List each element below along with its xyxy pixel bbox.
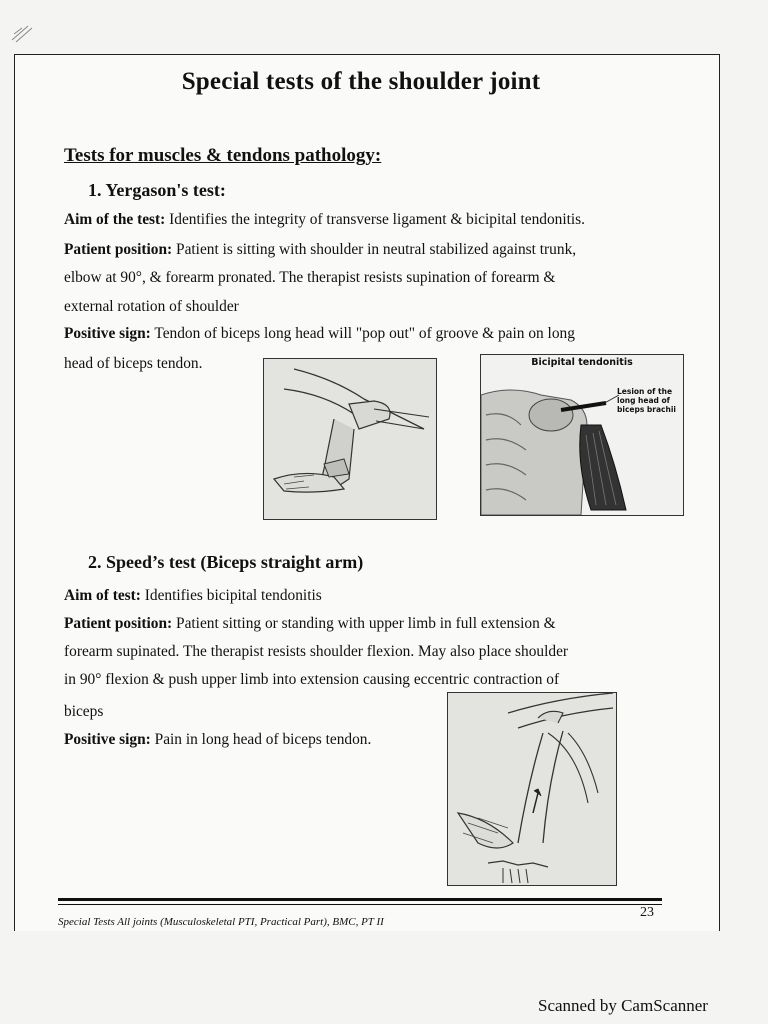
- test-2-position-cont: forearm supinated. The therapist resists shoulder flexion. May also place shoulder: [64, 643, 569, 660]
- section-heading: Tests for muscles & tendons pathology:: [64, 145, 382, 166]
- test-2-position-cont: in 90° flexion & push upper limb into extension causing eccentric contraction of: [64, 671, 560, 688]
- test-1-position-cont: elbow at 90°, & forearm pronated. The therapist resists supination of forearm &: [64, 269, 556, 286]
- page-title: Special tests of the shoulder joint: [181, 68, 541, 95]
- yergason-test-illustration: [263, 358, 437, 520]
- speeds-test-illustration: [447, 692, 617, 886]
- footer-rule: [58, 898, 662, 901]
- test-2-position: Patient position: Patient sitting or standing with upper limb in full extension &: [64, 615, 556, 632]
- anatomy-bicipital-tendonitis-figure: [480, 354, 684, 516]
- test-2-position-cont: biceps: [64, 703, 104, 720]
- test-1-aim: Aim of the test: Identifies the integrity of transverse ligament & bicipital tendonitis.: [64, 211, 586, 228]
- test-1-heading: 1. Yergason's test:: [88, 180, 226, 200]
- test-1-positive: Positive sign: Tendon of biceps long head will "pop out" of groove & pain on long: [64, 325, 575, 342]
- test-1-position-cont: external rotation of shoulder: [64, 298, 239, 315]
- test-2-heading: 2. Speed’s test (Biceps straight arm): [88, 552, 364, 572]
- test-2-aim: Aim of test: Identifies bicipital tendonitis: [64, 587, 322, 604]
- page-number: 23: [640, 905, 654, 920]
- anatomy-callout: Lesion of the long head of biceps brachii: [617, 387, 676, 414]
- test-2-positive: Positive sign: Pain in long head of biceps tendon.: [64, 731, 372, 748]
- anatomy-title: Bicipital tendonitis: [531, 357, 633, 368]
- footer-text: Special Tests All joints (Musculoskeletal PTI, Practical Part), BMC, PT II: [58, 916, 384, 928]
- scanner-note: Scanned by CamScanner: [538, 996, 708, 1015]
- test-1-position: Patient position: Patient is sitting with shoulder in neutral stabilized against trunk,: [64, 241, 577, 258]
- footer-rule: [58, 904, 662, 905]
- corner-scribble: [8, 20, 38, 46]
- test-1-positive-cont: head of biceps tendon.: [64, 355, 203, 372]
